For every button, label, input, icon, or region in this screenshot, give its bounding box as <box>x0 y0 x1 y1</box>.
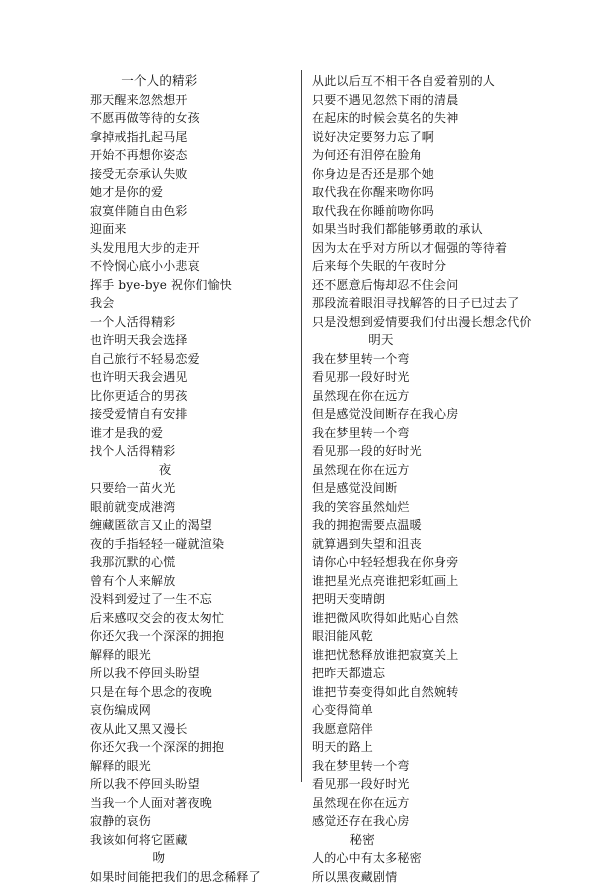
lyric-line: 也许明天我会遇见 <box>90 368 295 387</box>
lyric-line: 拿掉戒指扎起马尾 <box>90 128 295 147</box>
lyric-line: 一个人活得精彩 <box>90 313 295 332</box>
lyric-line: 请你心中轻轻想我在你身旁 <box>312 553 562 572</box>
lyric-line: 谁把星光点亮谁把彩虹画上 <box>312 572 562 591</box>
lyric-line: 所以黑夜藏剧情 <box>312 868 562 886</box>
lyric-line: 解释的眼光 <box>90 757 295 776</box>
lyric-line: 我会 <box>90 294 295 313</box>
lyric-line: 把昨天都遗忘 <box>312 664 562 683</box>
lyric-line: 接受爱情自有安排 <box>90 405 295 424</box>
lyric-line: 我在梦里转一个弯 <box>312 424 562 443</box>
lyric-line: 你还欠我一个深深的拥抱 <box>90 738 295 757</box>
lyric-line: 把明天变晴朗 <box>312 590 562 609</box>
lyric-line: 比你更适合的男孩 <box>90 387 295 406</box>
column-divider <box>301 70 302 782</box>
lyric-line: 谁才是我的爱 <box>90 424 295 443</box>
lyric-line: 不怜悯心底小小悲哀 <box>90 257 295 276</box>
lyric-line: 但是感觉没间断 <box>312 479 562 498</box>
lyric-line: 只要给一苗火光 <box>90 479 295 498</box>
lyric-line: 心变得简单 <box>312 701 562 720</box>
lyric-line: 夜从此又黑又漫长 <box>90 720 295 739</box>
lyric-line: 你身边是否还是那个她 <box>312 165 562 184</box>
lyric-line: 我那沉默的心慌 <box>90 553 295 572</box>
lyric-line: 所以我不停回头盼望 <box>90 664 295 683</box>
lyric-line: 看见那一段的好时光 <box>312 442 562 461</box>
lyric-line: 我在梦里转一个弯 <box>312 350 562 369</box>
lyric-line: 你还欠我一个深深的拥抱 <box>90 627 295 646</box>
lyric-line: 谁把微风吹得如此贴心自然 <box>312 609 562 628</box>
lyric-line: 眼前就变成港湾 <box>90 498 295 517</box>
lyric-line: 从此以后互不相干各自爱着别的人 <box>312 72 562 91</box>
lyric-line: 她才是你的爱 <box>90 183 295 202</box>
lyric-line: 但是感觉没间断存在我心房 <box>312 405 562 424</box>
lyric-line: 我该如何将它匿藏 <box>90 831 295 850</box>
lyric-line: 后来每个失眠的午夜时分 <box>312 257 562 276</box>
left-column <box>90 72 295 886</box>
lyric-line: 说好决定要努力忘了啊 <box>312 128 562 147</box>
lyric-line: 虽然现在你在远方 <box>312 387 562 406</box>
lyric-line: 只是在每个思念的夜晚 <box>90 683 295 702</box>
lyric-line: 就算遇到失望和沮丧 <box>312 535 562 554</box>
lyric-line: 只要不遇见忽然下雨的清晨 <box>312 91 562 110</box>
song-title: 明天 <box>312 331 562 350</box>
lyric-line: 在起床的时候会莫名的失神 <box>312 109 562 128</box>
lyric-line: 取代我在你醒来吻你吗 <box>312 183 562 202</box>
lyric-line: 我愿意陪伴 <box>312 720 562 739</box>
lyric-line: 找个人活得精彩 <box>90 442 295 461</box>
lyric-line: 开始不再想你姿态 <box>90 146 295 165</box>
lyric-line: 明天的路上 <box>312 738 562 757</box>
song-title: 夜 <box>90 461 295 480</box>
song-title: 秘密 <box>312 831 562 850</box>
lyric-line: 因为太在乎对方所以才倔强的等待着 <box>312 239 562 258</box>
lyric-line: 那天醒来忽然想开 <box>90 91 295 110</box>
lyric-line: 接受无奈承认失败 <box>90 165 295 184</box>
lyric-line: 所以我不停回头盼望 <box>90 775 295 794</box>
lyric-line: 挥手 bye-bye 祝你们愉快 <box>90 276 295 295</box>
lyric-line: 看见那一段好时光 <box>312 368 562 387</box>
lyric-line: 看见那一段好时光 <box>312 775 562 794</box>
lyric-line: 如果当时我们都能够勇敢的承认 <box>312 220 562 239</box>
song-title: 一个人的精彩 <box>90 72 295 91</box>
lyric-line: 取代我在你睡前吻你吗 <box>312 202 562 221</box>
lyric-line: 寂静的哀伤 <box>90 812 295 831</box>
lyric-line: 夜的手指轻轻一碰就渲染 <box>90 535 295 554</box>
lyric-line: 我的笑容虽然灿烂 <box>312 498 562 517</box>
lyric-line: 缠藏匿欲言又止的渴望 <box>90 516 295 535</box>
lyric-line: 谁把节奏变得如此自然婉转 <box>312 683 562 702</box>
lyric-line: 人的心中有太多秘密 <box>312 849 562 868</box>
lyric-line: 我在梦里转一个弯 <box>312 757 562 776</box>
lyric-line: 眼泪能风乾 <box>312 627 562 646</box>
lyric-line: 虽然现在你在远方 <box>312 794 562 813</box>
lyric-line: 曾有个人来解放 <box>90 572 295 591</box>
lyric-line: 不愿再做等待的女孩 <box>90 109 295 128</box>
lyric-line: 谁把忧愁释放谁把寂寞关上 <box>312 646 562 665</box>
lyric-line: 虽然现在你在远方 <box>312 461 562 480</box>
right-column <box>312 72 562 886</box>
lyric-line: 哀伤编成网 <box>90 701 295 720</box>
lyric-line: 我的拥抱需要点温暖 <box>312 516 562 535</box>
lyric-line: 当我一个人面对著夜晚 <box>90 794 295 813</box>
lyric-line: 感觉还存在我心房 <box>312 812 562 831</box>
lyric-line: 寂寞伴随自由色彩 <box>90 202 295 221</box>
lyric-line: 只是没想到爱情要我们付出漫长想念代价 <box>312 313 562 332</box>
lyric-line: 为何还有泪停在脸角 <box>312 146 562 165</box>
song-title: 吻 <box>90 849 295 868</box>
lyric-line: 也许明天我会选择 <box>90 331 295 350</box>
lyric-line: 解释的眼光 <box>90 646 295 665</box>
lyric-line: 后来感叹交会的夜太匆忙 <box>90 609 295 628</box>
lyric-line: 迎面来 <box>90 220 295 239</box>
lyric-line: 如果时间能把我们的思念稀释了 <box>90 868 295 886</box>
lyric-line: 那段流着眼泪寻找解答的日子已过去了 <box>312 294 562 313</box>
lyric-line: 还不愿意后悔却忍不住会问 <box>312 276 562 295</box>
lyric-line: 没料到爱过了一生不忘 <box>90 590 295 609</box>
lyric-line: 自己旅行不轻易恋爱 <box>90 350 295 369</box>
lyric-line: 头发甩甩大步的走开 <box>90 239 295 258</box>
